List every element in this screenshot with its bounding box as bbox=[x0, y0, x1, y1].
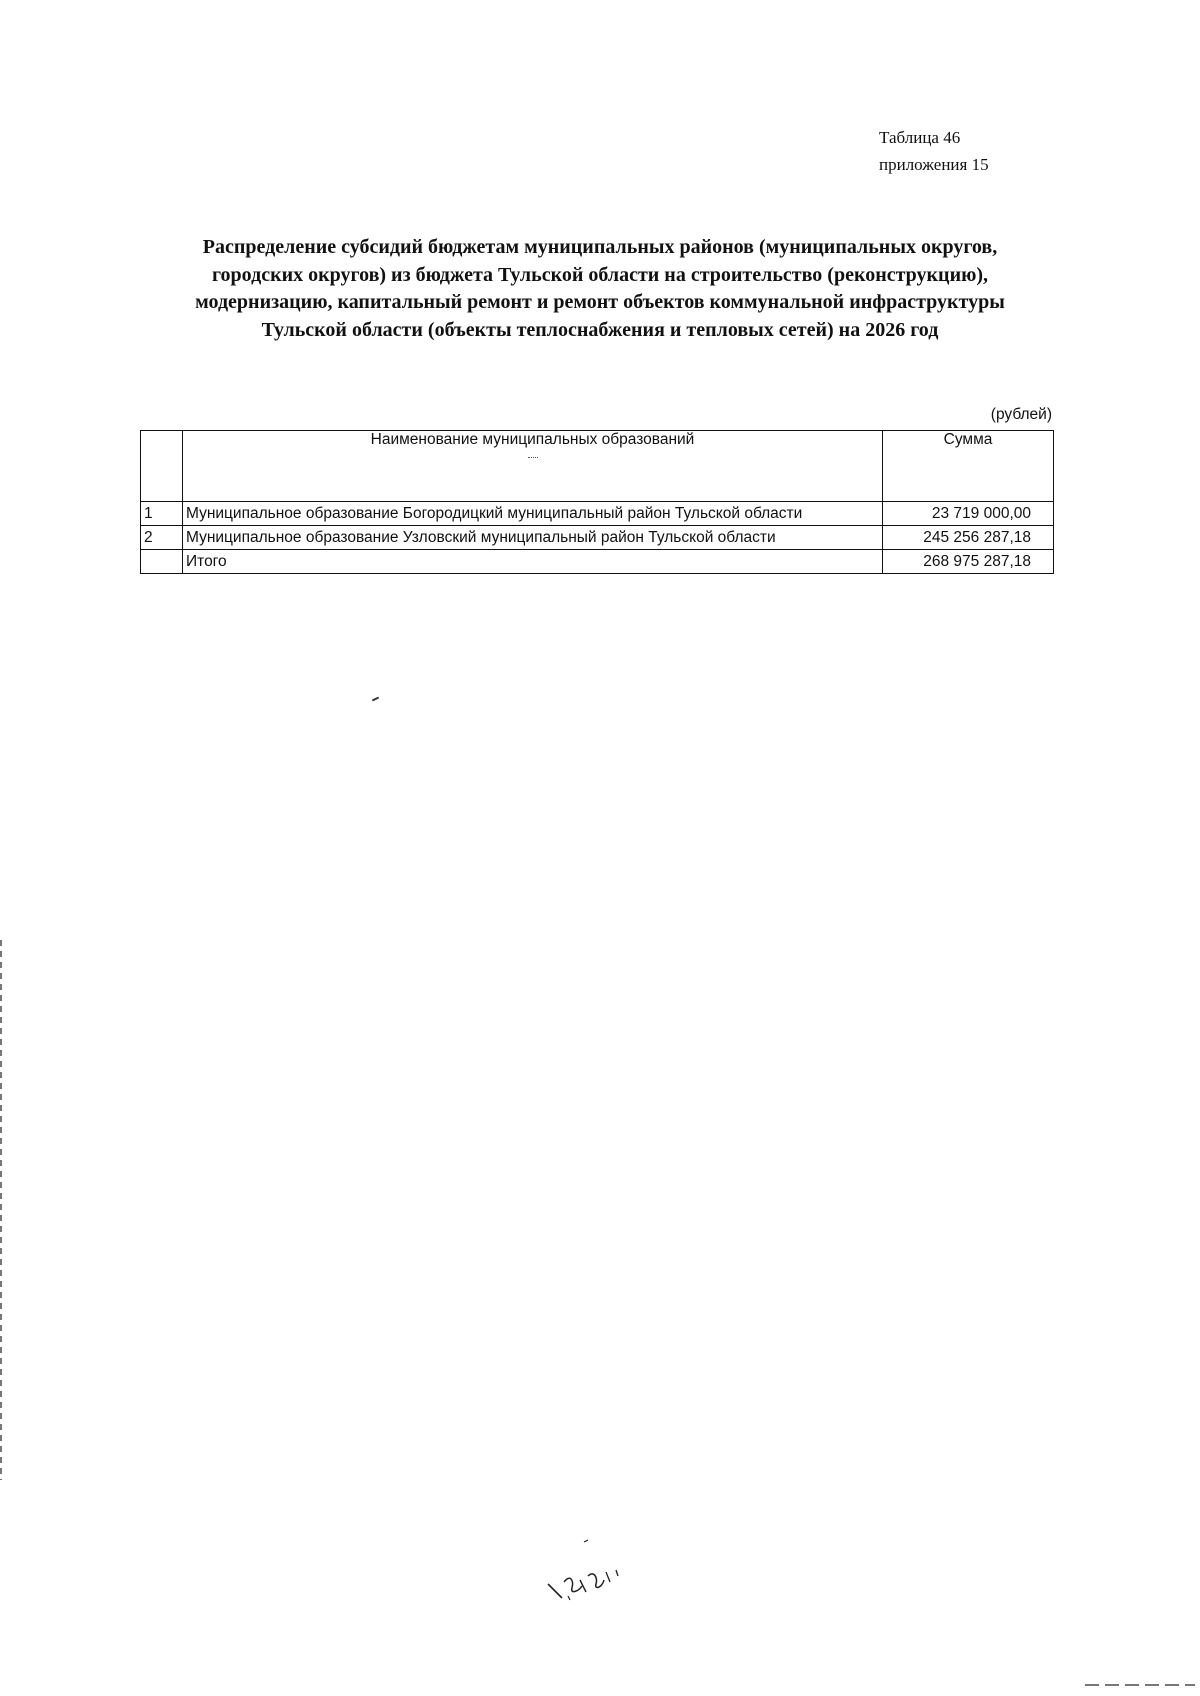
row-name: Муниципальное образование Богородицкий муниципальный район Тульской области bbox=[183, 502, 883, 526]
table-number: Таблица 46 bbox=[879, 128, 961, 147]
units-label: (рублей) bbox=[990, 406, 1052, 423]
title-line-1: Распределение субсидий бюджетам муниципальных районов (муниципальных округов, bbox=[202, 236, 998, 258]
header-name bbox=[183, 431, 883, 502]
subsidy-table bbox=[140, 430, 1054, 574]
document-title bbox=[140, 234, 1060, 344]
row-number: 1 bbox=[141, 502, 183, 526]
scan-mark bbox=[372, 697, 379, 702]
scan-edge-left bbox=[0, 940, 2, 1480]
total-sum: 268 975 287,18 bbox=[883, 550, 1054, 574]
total-label: Итого bbox=[183, 550, 883, 574]
table-reference bbox=[879, 124, 989, 178]
header-number bbox=[141, 431, 183, 502]
header-sum: Сумма bbox=[883, 431, 1054, 502]
handwritten-signature bbox=[540, 1536, 640, 1606]
table-row bbox=[141, 526, 1054, 550]
scan-mark bbox=[528, 457, 538, 460]
appendix-number: приложения 15 bbox=[879, 155, 989, 174]
row-sum: 23 719 000,00 bbox=[883, 502, 1054, 526]
total-row bbox=[141, 550, 1054, 574]
title-line-2: городских округов) из бюджета Тульской области на строительство (реконструкцию), bbox=[211, 263, 989, 286]
row-name: Муниципальное образование Узловский муниципальный район Тульской области bbox=[183, 526, 883, 550]
row-sum: 245 256 287,18 bbox=[883, 526, 1054, 550]
scan-edge-bottom bbox=[1085, 1684, 1195, 1686]
title-line-3: модернизацию, капитальный ремонт и ремонт объектов коммунальной инфраструктуры bbox=[195, 291, 1005, 313]
table-header-row bbox=[141, 431, 1054, 502]
table-row bbox=[141, 502, 1054, 526]
title-line-4: Тульской области (объекты теплоснабжения и тепловых сетей) на 2026 год bbox=[261, 318, 939, 341]
header-name-label: Наименование муниципальных образований bbox=[370, 431, 695, 448]
total-number bbox=[141, 550, 183, 574]
row-number: 2 bbox=[141, 526, 183, 550]
